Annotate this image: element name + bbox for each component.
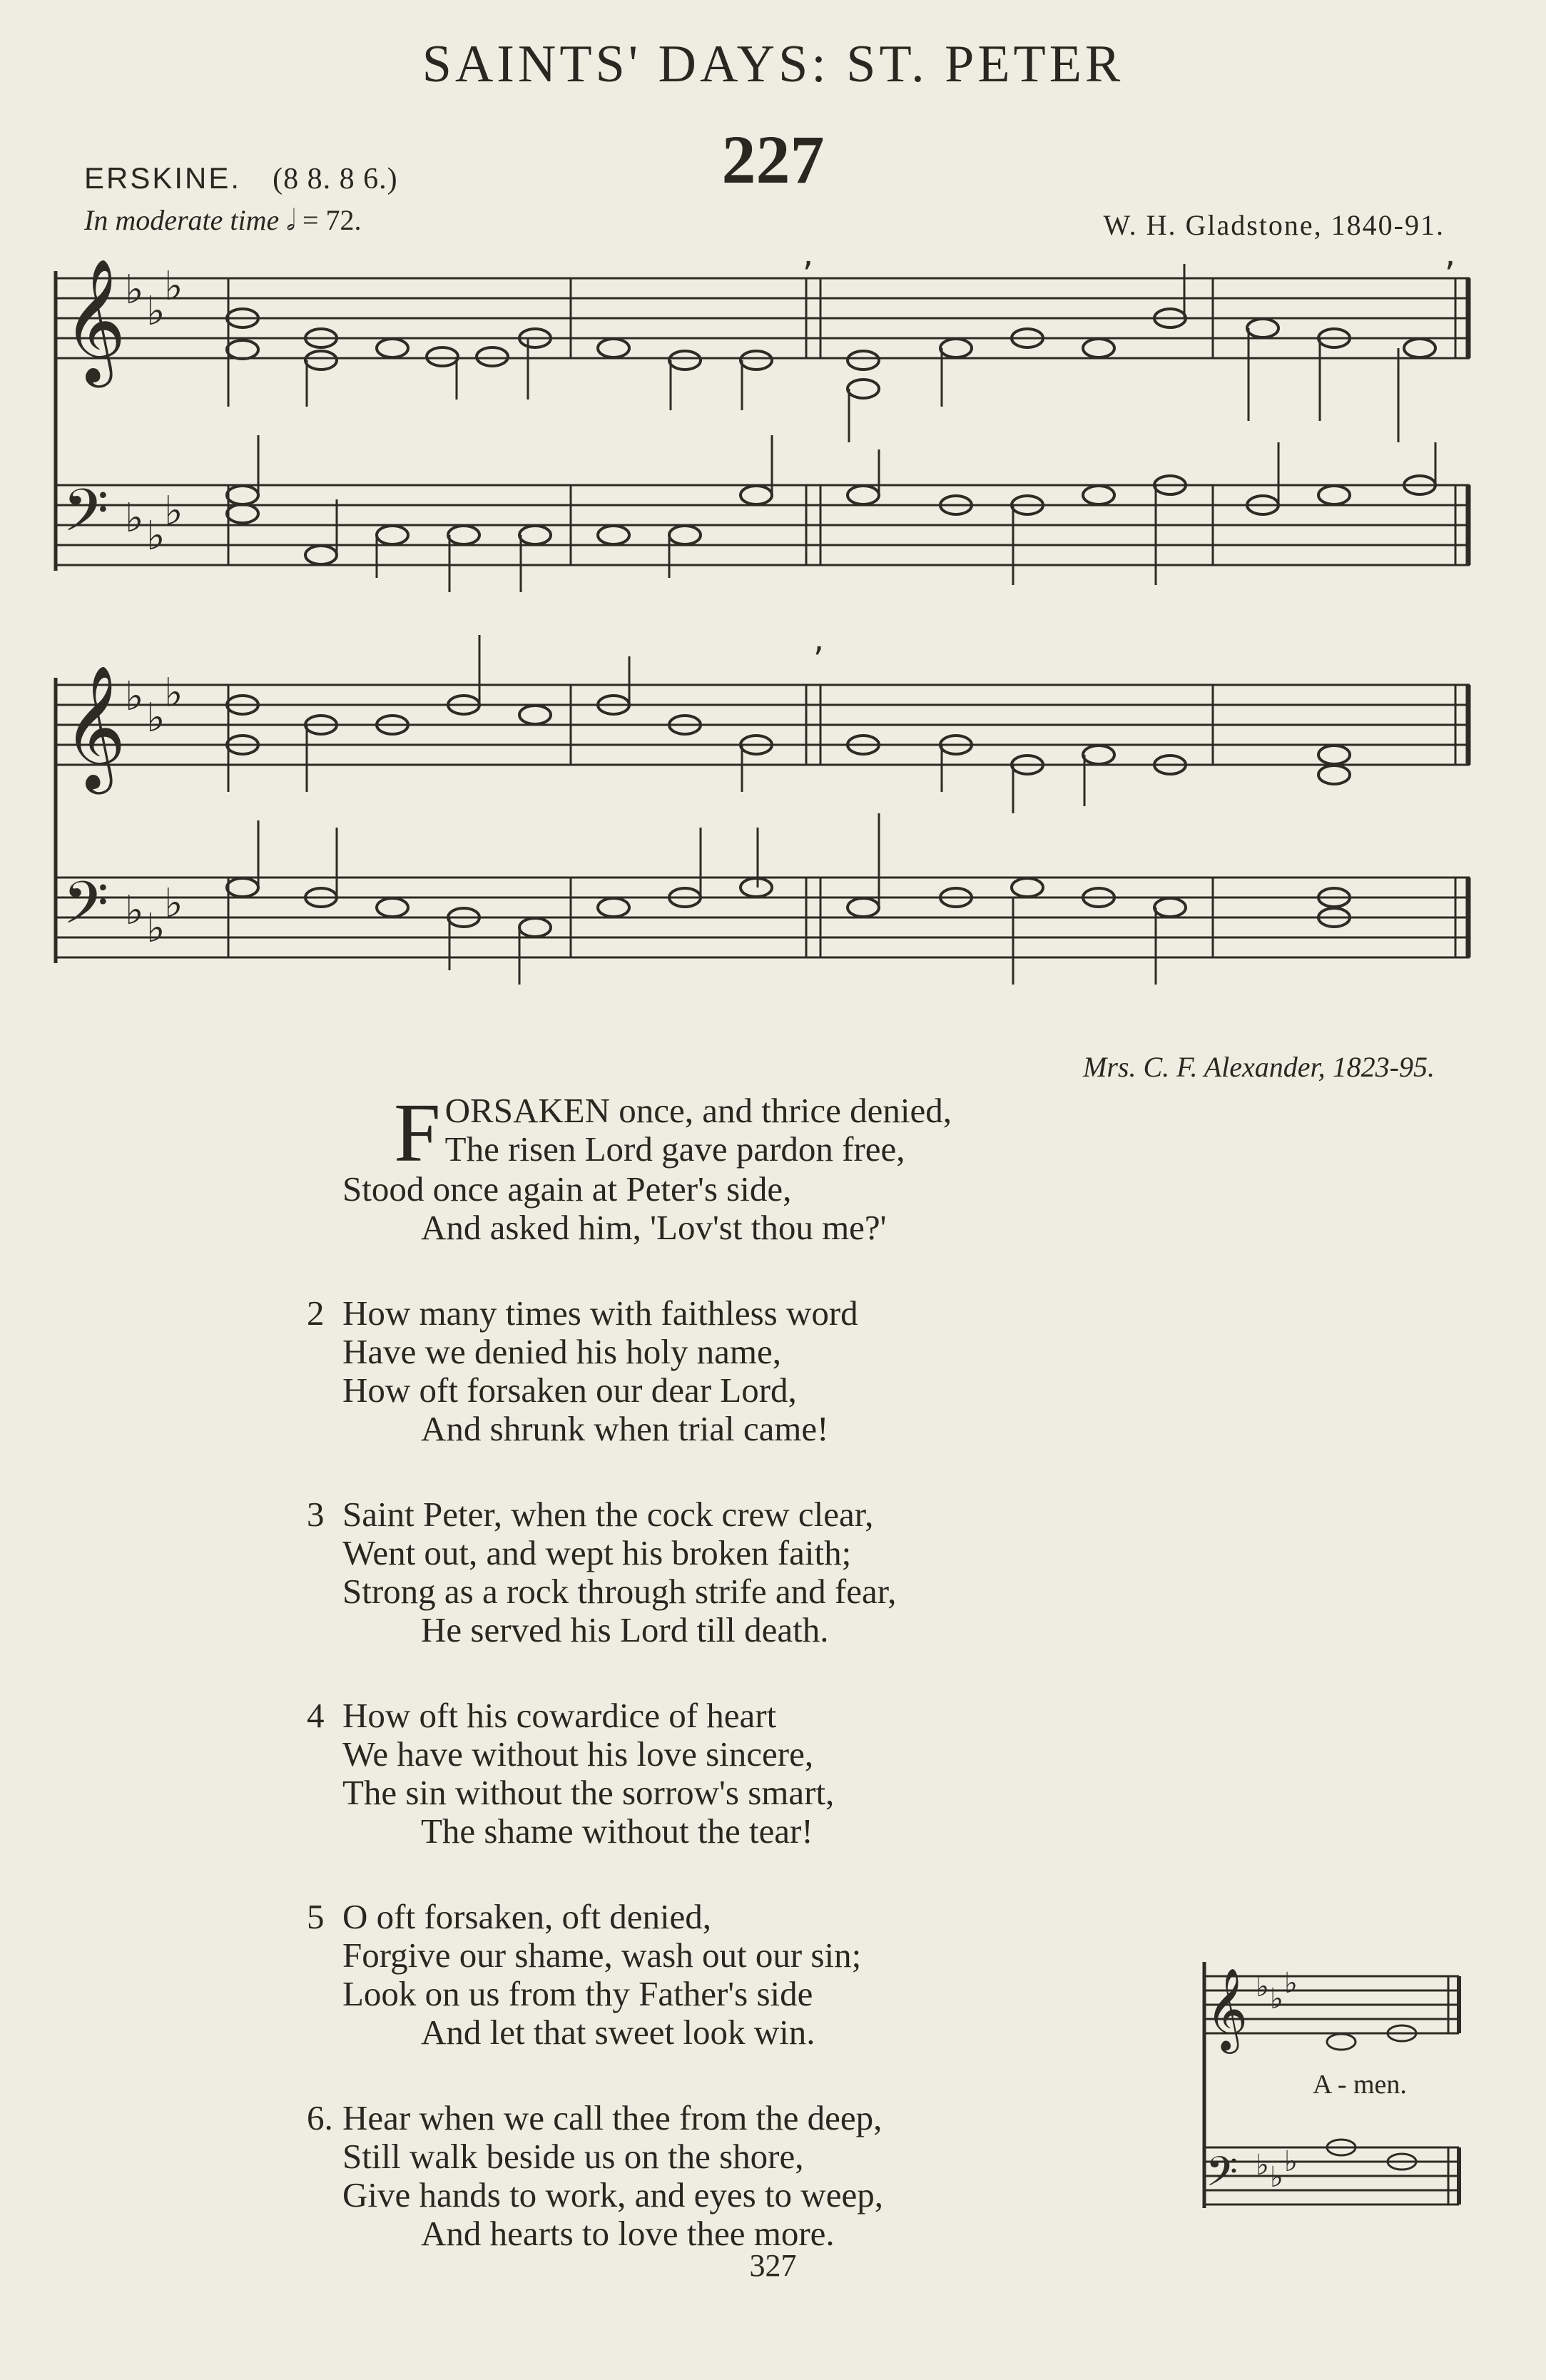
staff-bass-2 [57, 878, 1470, 957]
verse-line: Look on us from thy Father's side [342, 1974, 813, 2013]
tune-name [84, 161, 398, 196]
verse-line: And shrunk when trial came! [421, 1409, 829, 1448]
verse-line: Saint Peter, when the cock crew clear, [342, 1495, 874, 1534]
svg-text:♭: ♭ [164, 488, 183, 534]
svg-text:♭: ♭ [164, 880, 183, 927]
svg-text:,: , [803, 234, 814, 274]
verse-line: The sin without the sorrow's smart, [342, 1773, 835, 1812]
verse-line: O oft forsaken, oft denied, [342, 1897, 712, 1936]
verse-line: And let that sweet look win. [421, 2013, 815, 2052]
verse-number: 4 [307, 1696, 325, 1735]
verse-6 [307, 2098, 1141, 2253]
verse-line: ORSAKEN once, and thrice denied, [444, 1091, 952, 1130]
svg-text:,: , [813, 619, 825, 659]
svg-text:♭: ♭ [164, 670, 183, 716]
tempo-value: = 72. [302, 204, 362, 236]
svg-text:♭: ♭ [1270, 1983, 1283, 2015]
verse-line: We have without his love sincere, [342, 1734, 814, 1774]
verse-line: He served his Lord till death. [421, 1610, 829, 1649]
svg-text:♭: ♭ [1256, 2149, 1269, 2182]
verse-4 [307, 1696, 1141, 1851]
text-author-credit: Mrs. C. F. Alexander, 1823-95. [1083, 1051, 1435, 1083]
verse-line: Give hands to work, and eyes to weep, [342, 2175, 883, 2214]
verse-line: Stood once again at Peter's side, [342, 1169, 792, 1209]
verse-line: The shame without the tear! [421, 1811, 813, 1851]
verse-line: How oft forsaken our dear Lord, [342, 1370, 797, 1410]
verse-line: How many times with faithless word [342, 1293, 858, 1333]
page-title: SAINTS' DAYS: ST. PETER [422, 35, 1124, 93]
verse-3 [307, 1495, 1141, 1649]
svg-text:𝄢: 𝄢 [1206, 2147, 1239, 2206]
svg-text:♭: ♭ [164, 263, 183, 310]
tempo-text: In moderate time [84, 204, 280, 236]
verse-number: 5 [307, 1897, 325, 1936]
svg-text:♭: ♭ [125, 888, 144, 934]
verse-line: Forgive our shame, wash out our sin; [342, 1936, 862, 1975]
verse-line: Have we denied his holy name, [342, 1332, 782, 1371]
verse-line: Hear when we call thee from the deep, [342, 2098, 883, 2137]
verse-line: Went out, and wept his broken faith; [342, 1533, 852, 1572]
verse-number: 2 [307, 1293, 325, 1333]
svg-text:♭: ♭ [125, 673, 144, 720]
noteheads [227, 309, 1435, 937]
svg-text:♭: ♭ [146, 695, 166, 741]
amen-label: A - men. [1313, 2070, 1407, 2100]
svg-text:♭: ♭ [1270, 2161, 1283, 2194]
page-number: 327 [749, 2248, 797, 2283]
verse-line: And hearts to love thee more. [421, 2214, 835, 2253]
svg-text:♭: ♭ [1284, 2145, 1298, 2178]
verse-line: And asked him, 'Lov'st thou me?' [421, 1208, 887, 1247]
verse-number: 6. [307, 2098, 333, 2137]
verse-number: 3 [307, 1495, 325, 1534]
half-note-icon: 𝅗𝅥 [286, 204, 295, 236]
svg-text:♭: ♭ [146, 513, 166, 559]
verse-2 [307, 1293, 1141, 1448]
svg-text:𝄢: 𝄢 [63, 868, 109, 952]
svg-text:♭: ♭ [146, 905, 166, 952]
svg-text:♭: ♭ [146, 288, 166, 335]
verse-line: Still walk beside us on the shore, [342, 2137, 804, 2176]
verse-1 [342, 1086, 1141, 1247]
hymn-number: 227 [721, 121, 825, 198]
svg-text:♭: ♭ [1256, 1970, 1269, 2003]
bass-clef-icon: 𝄢 [63, 476, 109, 559]
svg-text:𝄞: 𝄞 [63, 665, 126, 789]
verse-line: Strong as a rock through strife and fear, [342, 1572, 897, 1611]
svg-text:♭: ♭ [125, 495, 144, 541]
verse-line: How oft his cowardice of heart [342, 1696, 777, 1735]
composer-credit: W. H. Gladstone, 1840-91. [1103, 209, 1445, 241]
verse-line: The risen Lord gave pardon free, [444, 1129, 905, 1169]
svg-text:♭: ♭ [125, 267, 144, 313]
drop-cap: F [394, 1086, 441, 1179]
tune-name-text: ERSKINE. [84, 161, 242, 195]
tempo-marking [84, 203, 362, 237]
svg-text:𝄞: 𝄞 [1206, 1967, 1249, 2050]
treble-clef-icon: 𝄞 [63, 258, 126, 382]
tune-meter: (8 8. 8 6.) [273, 163, 398, 195]
svg-text:,: , [1445, 234, 1456, 274]
hymn-verses [307, 1086, 1141, 2300]
verse-5 [307, 1897, 1141, 2052]
svg-text:♭: ♭ [1284, 1967, 1298, 2000]
